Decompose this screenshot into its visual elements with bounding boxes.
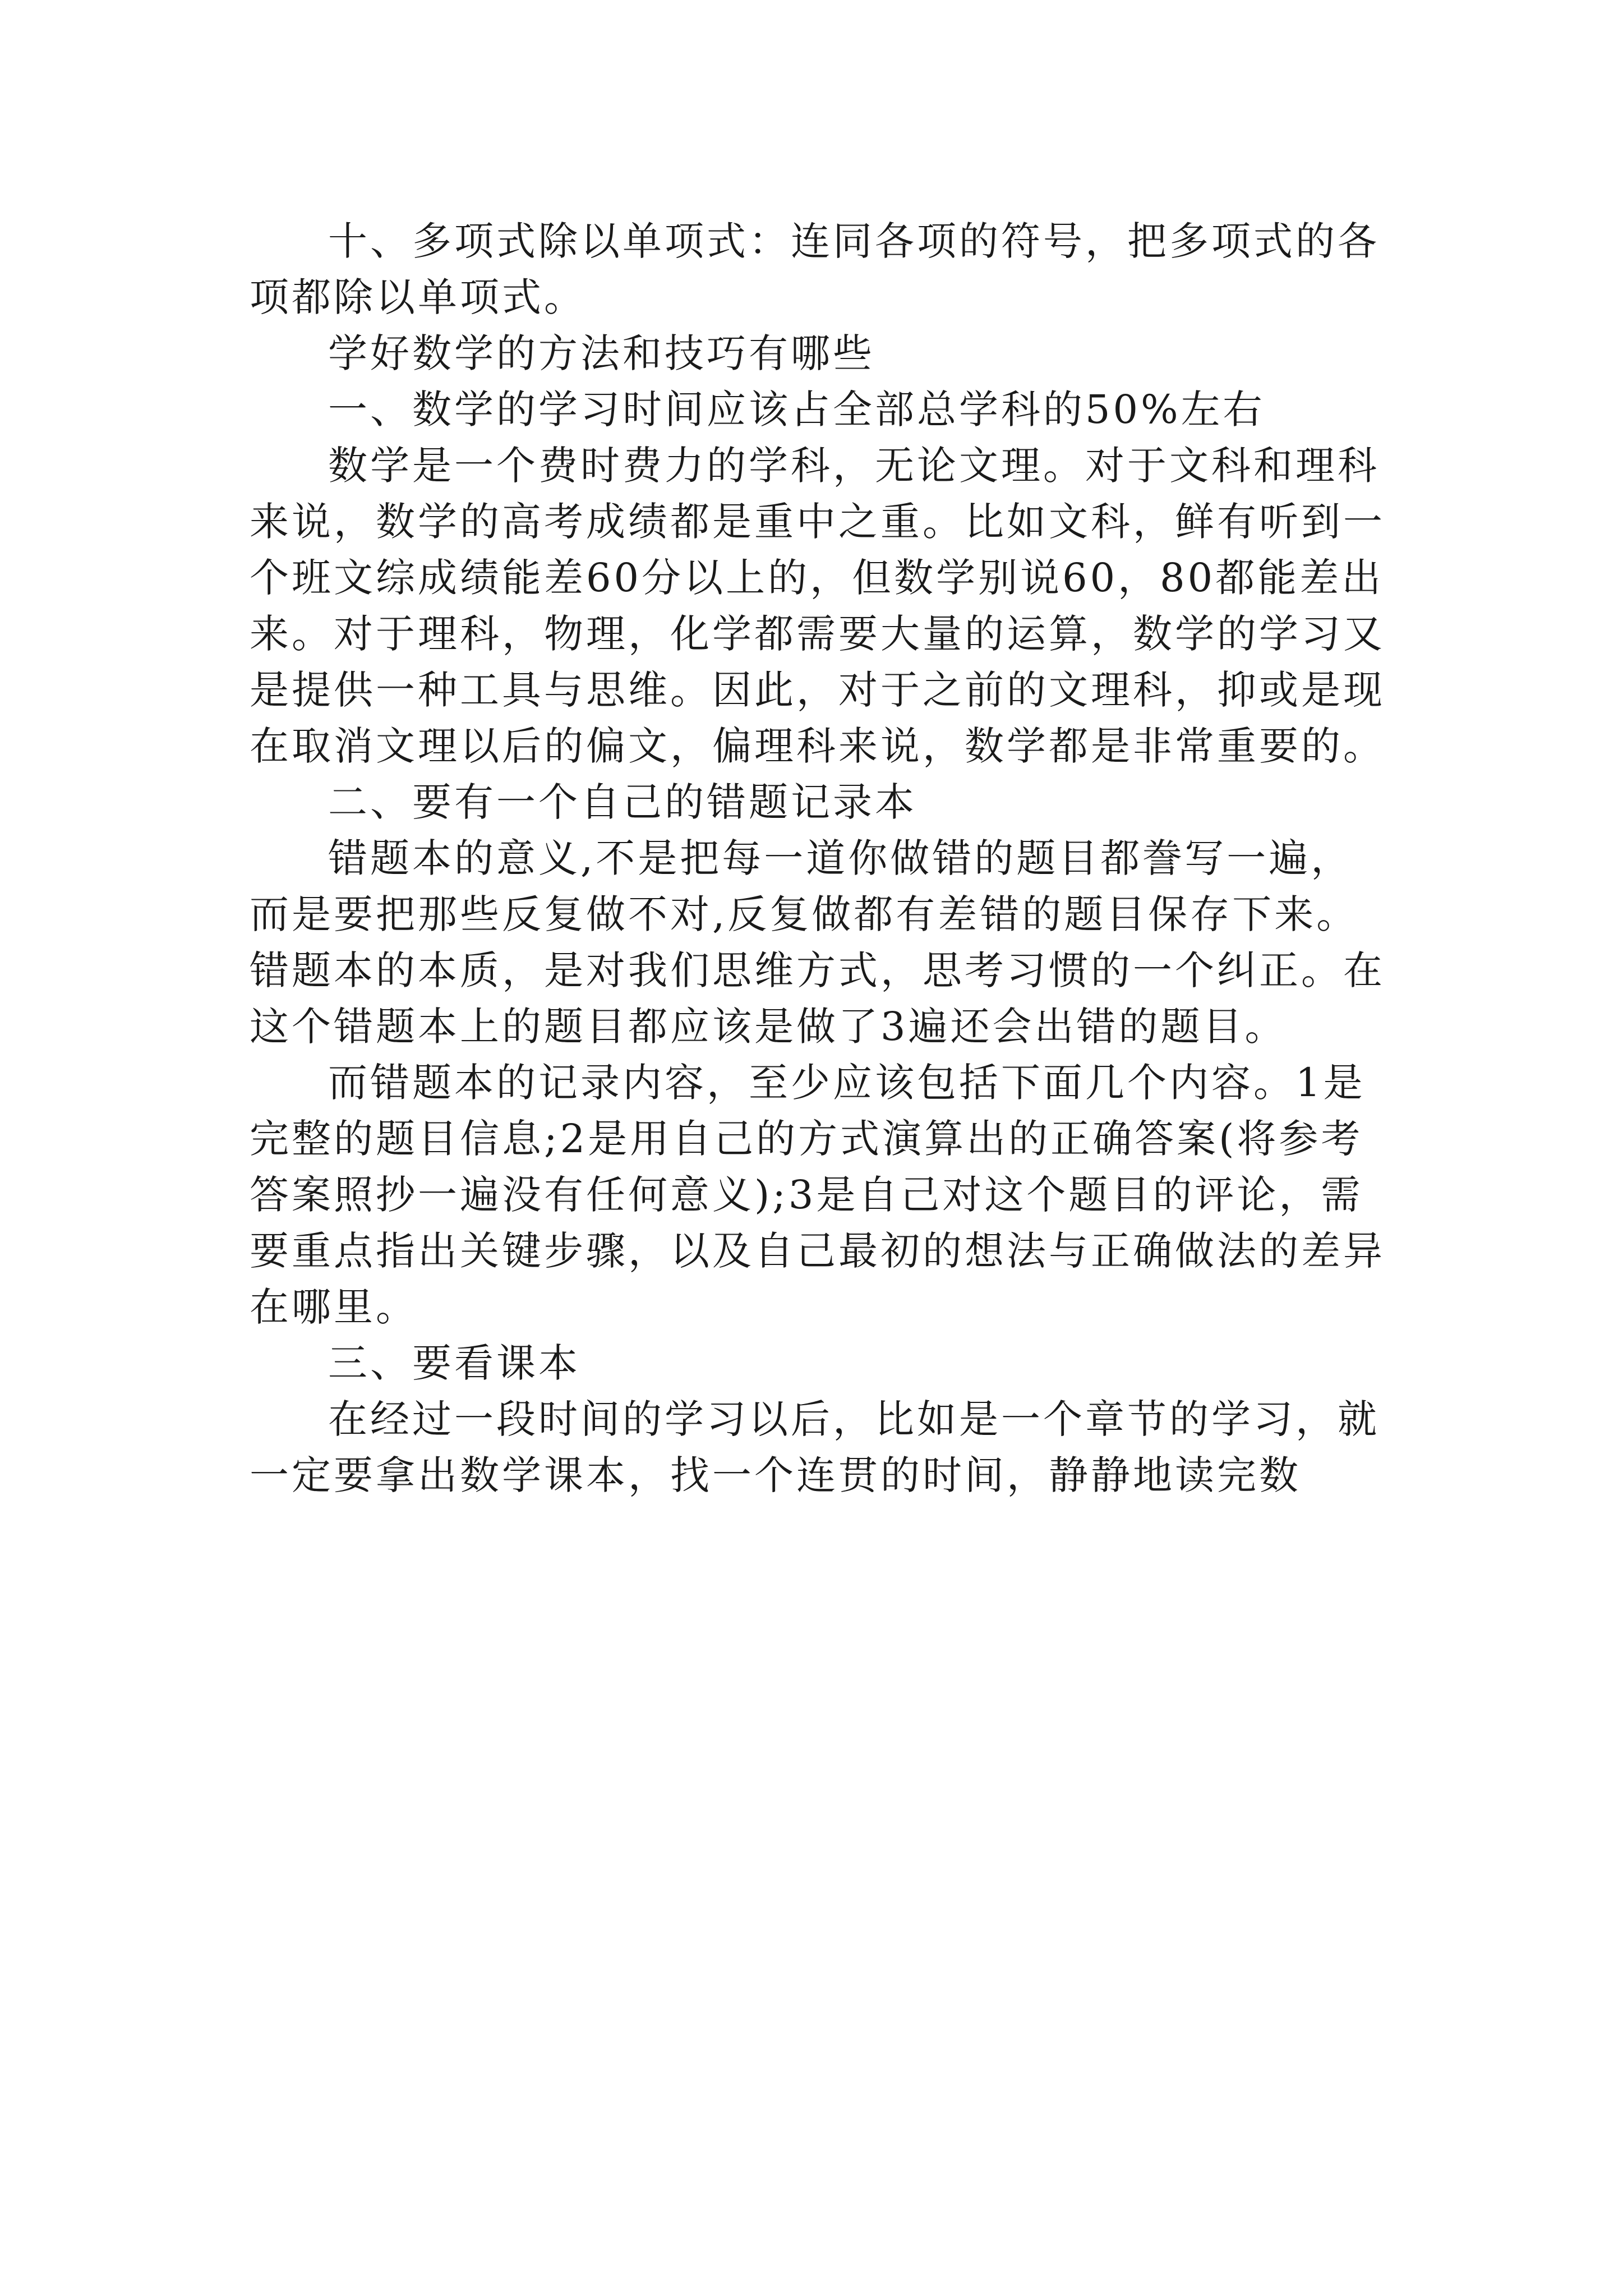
paragraph-notebook-contents: 而错题本的记录内容，至少应该包括下面几个内容。1是完整的题目信息;2是用自己的方式演算出的正确答案(将参考答案照抄一遍没有任何意义);3是自己对这个题目的评论，需要重点指出关键步骤，以及自己最初的想法与正确做法的差异在哪里。 — [250, 1060, 1385, 1330]
paragraph-error-notebook: 错题本的意义,不是把每一道你做错的题目都誊写一遍，而是要把那些反复做不对,反复做都有差错的题目保存下来。错题本的本质，是对我们思维方式，思考习惯的一个纠正。在这个错题本上的题目都应该是做了3遍还会出错的题目。 — [250, 835, 1385, 1050]
heading-point-three: 三、要看课本 — [328, 1340, 580, 1386]
document-body — [250, 213, 1394, 1503]
heading-point-one: 一、数学的学习时间应该占全部总学科的50%左右 — [328, 386, 1265, 432]
heading-point-two: 二、要有一个自己的错题记录本 — [328, 779, 917, 825]
paragraph-math-importance: 数学是一个费时费力的学科，无论文理。对于文科和理科来说，数学的高考成绩都是重中之重。比如文科，鲜有听到一个班文综成绩能差60分以上的，但数学别说60，80都能差出来。对于理科，物理，化学都需要大量的运算，数学的学习又是提供一种工具与思维。因此，对于之前的文理科，抑或是现在取消文理以后的偏文，偏理科来说，数学都是非常重要的。 — [250, 443, 1385, 769]
paragraph-read-textbook: 在经过一段时间的学习以后，比如是一个章节的学习，就一定要拿出数学课本，找一个连贯的时间，静静地读完数 — [250, 1396, 1380, 1498]
section-title-methods: 学好数学的方法和技巧有哪些 — [328, 330, 875, 376]
paragraph-polynomial-division: 十、多项式除以单项式：连同各项的符号，把多项式的各项都除以单项式。 — [250, 218, 1380, 320]
